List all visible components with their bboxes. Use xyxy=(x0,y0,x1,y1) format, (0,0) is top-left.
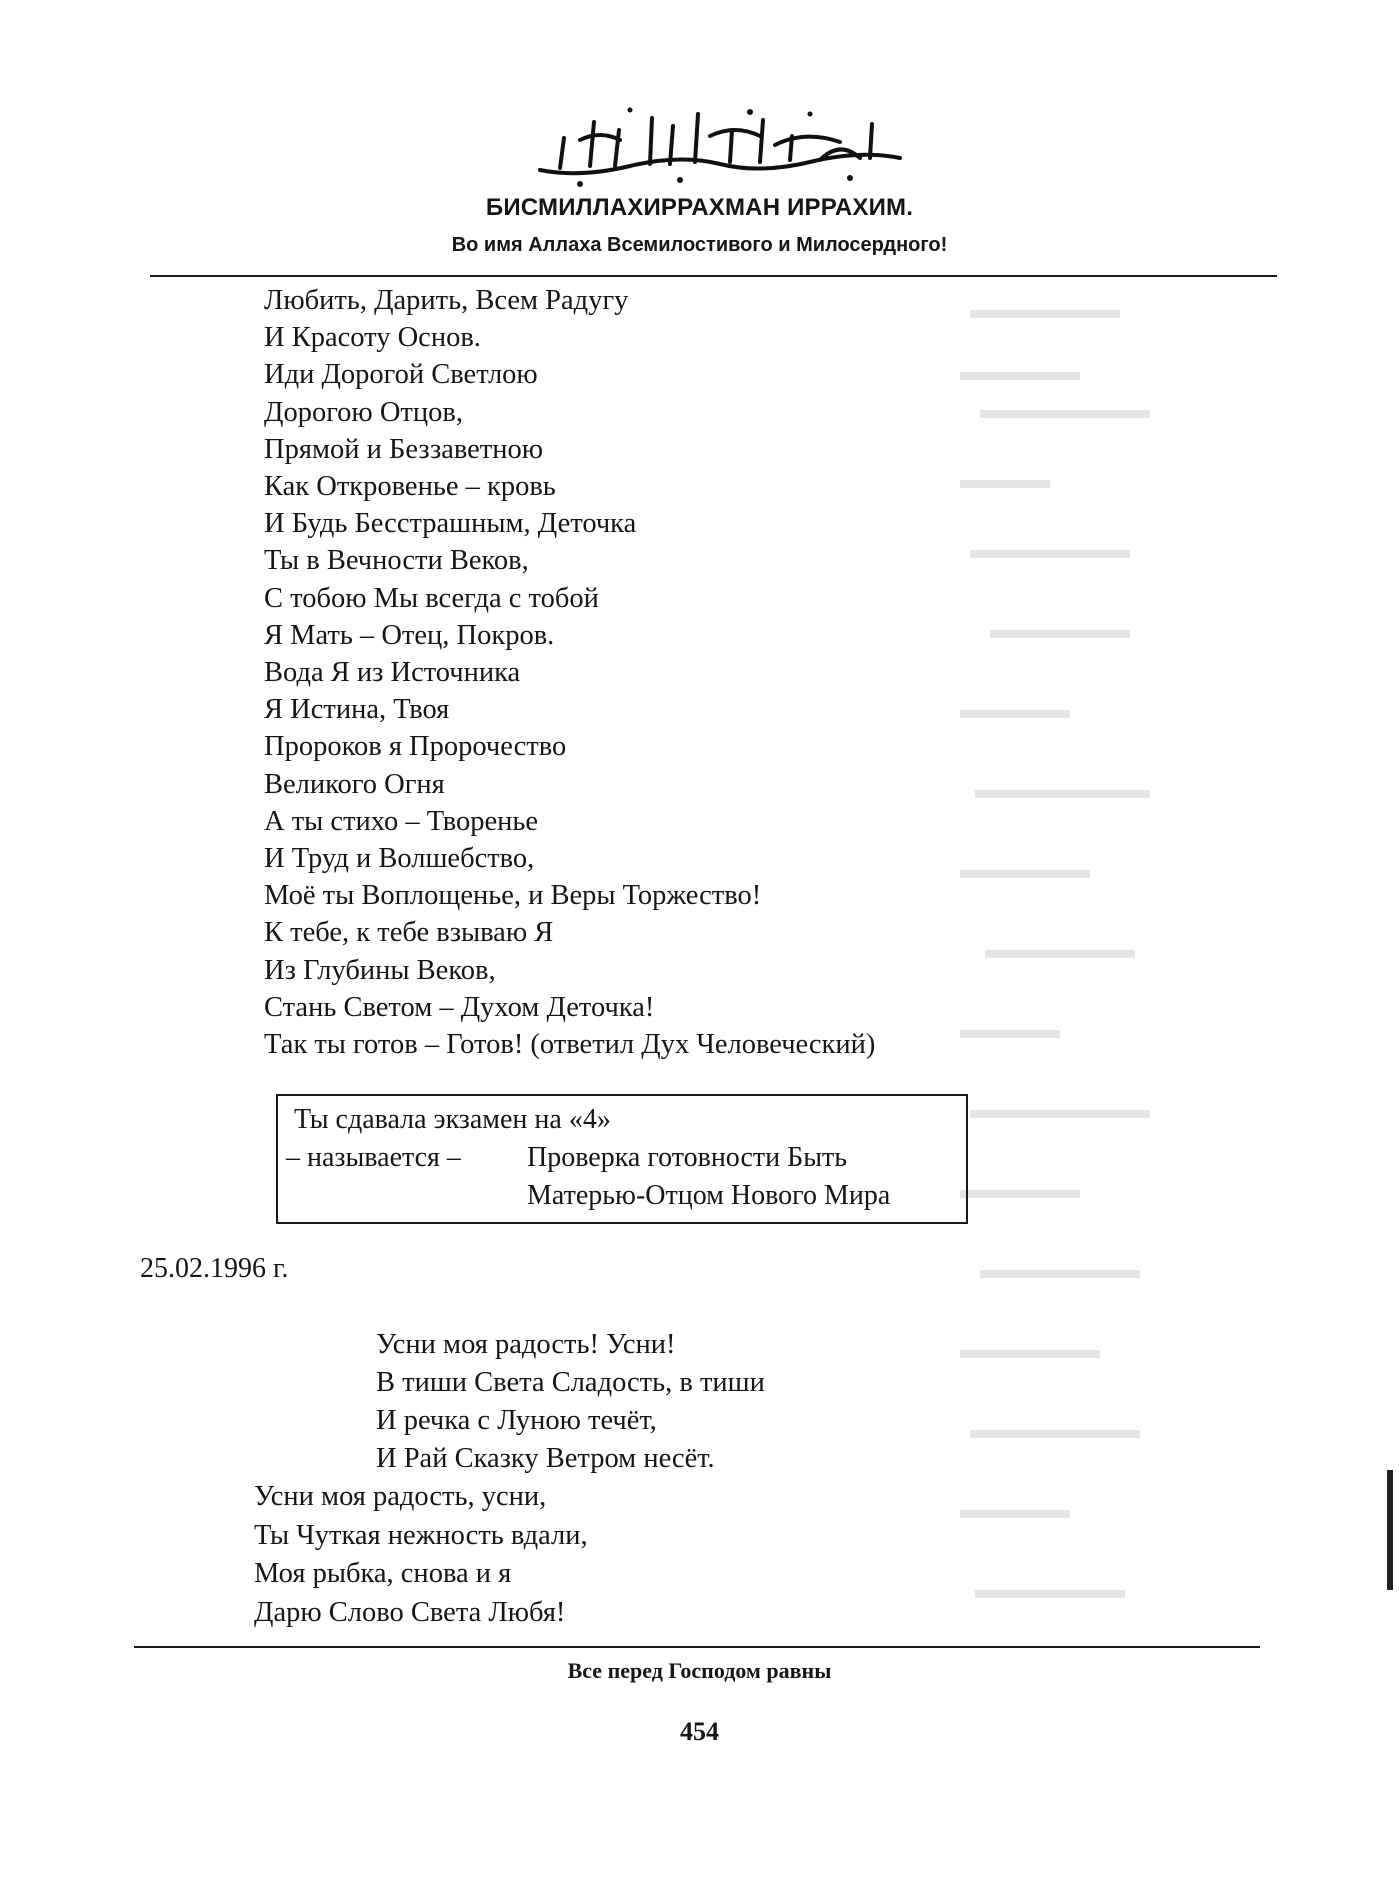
poem-line: Усни моя радость! Усни! xyxy=(376,1329,676,1360)
top-rule xyxy=(150,275,1277,277)
poem-line: Дорогою Отцов, xyxy=(264,396,463,428)
poem-2 xyxy=(254,1478,588,1632)
poem-line: Усни моя радость, усни, xyxy=(254,1481,547,1512)
note-prefix: – называется – xyxy=(286,1142,461,1173)
page-number: 454 xyxy=(680,1717,719,1746)
poem-line: Так ты готов – Готов! (ответил Дух Человеческий) xyxy=(264,1029,876,1061)
footer-caption: Все перед Господом равны xyxy=(567,1658,832,1683)
poem-line: И Рай Сказку Ветром несёт. xyxy=(376,1443,715,1474)
poem-2-indented xyxy=(376,1326,765,1478)
poem-1 xyxy=(264,282,875,1063)
poem-line: Моя рыбка, снова и я xyxy=(254,1558,512,1589)
poem-line: Я Мать – Отец, Покров. xyxy=(264,619,555,651)
basmala-calligraphy xyxy=(520,100,920,190)
scan-edge-mark xyxy=(1387,1470,1393,1590)
poem-line: Вода Я из Источника xyxy=(264,657,521,689)
poem-line: Как Откровенье – кровь xyxy=(264,471,556,503)
poem-line: Любить, Дарить, Всем Радугу xyxy=(264,285,629,316)
poem-line: И Труд и Волшебство, xyxy=(264,843,535,875)
note-line: Ты сдавала экзамен на «4» xyxy=(294,1104,611,1135)
note-line: Проверка готовности Быть xyxy=(527,1142,848,1173)
poem-line: К тебе, к тебе взываю Я xyxy=(264,917,554,949)
note-box xyxy=(276,1094,968,1224)
poem-line: Из Глубины Веков, xyxy=(264,954,496,986)
header-subtitle: Во имя Аллаха Всемилостивого и Милосердного! xyxy=(451,234,948,256)
poem-line: А ты стихо – Творенье xyxy=(264,805,539,837)
poem-line: Пророков я Пророчество xyxy=(264,731,567,763)
poem-line: И речка с Луною течёт, xyxy=(376,1405,657,1436)
poem-line: Я Истина, Твоя xyxy=(264,694,450,726)
poem-line: Ты в Вечности Веков, xyxy=(264,545,529,577)
poem-line: Иди Дорогой Светлою xyxy=(264,359,538,391)
poem-line: Дарю Слово Света Любя! xyxy=(254,1596,566,1628)
poem-line: Моё ты Воплощенье, и Веры Торжество! xyxy=(264,880,762,912)
poem-line: И Будь Бесстрашным, Деточка xyxy=(264,508,637,540)
poem-line: Стань Светом – Духом Деточка! xyxy=(264,991,655,1023)
poem-line: В тиши Света Сладость, в тиши xyxy=(376,1367,765,1398)
poem-line: Прямой и Беззаветною xyxy=(264,433,544,465)
date-stamp: 25.02.1996 г. xyxy=(140,1253,289,1284)
poem-line: С тобою Мы всегда с тобой xyxy=(264,582,599,614)
bleed-through-shadow xyxy=(960,300,1160,1630)
poem-line: И Красоту Основ. xyxy=(264,322,481,354)
header-title: БИСМИЛЛАХИРРАХМАН ИРРАХИМ. xyxy=(485,194,914,221)
poem-line: Ты Чуткая нежность вдали, xyxy=(254,1519,588,1551)
note-line: Матерью-Отцом Нового Мира xyxy=(527,1180,891,1211)
poem-line: Великого Огня xyxy=(264,768,445,800)
bottom-rule xyxy=(134,1646,1260,1648)
